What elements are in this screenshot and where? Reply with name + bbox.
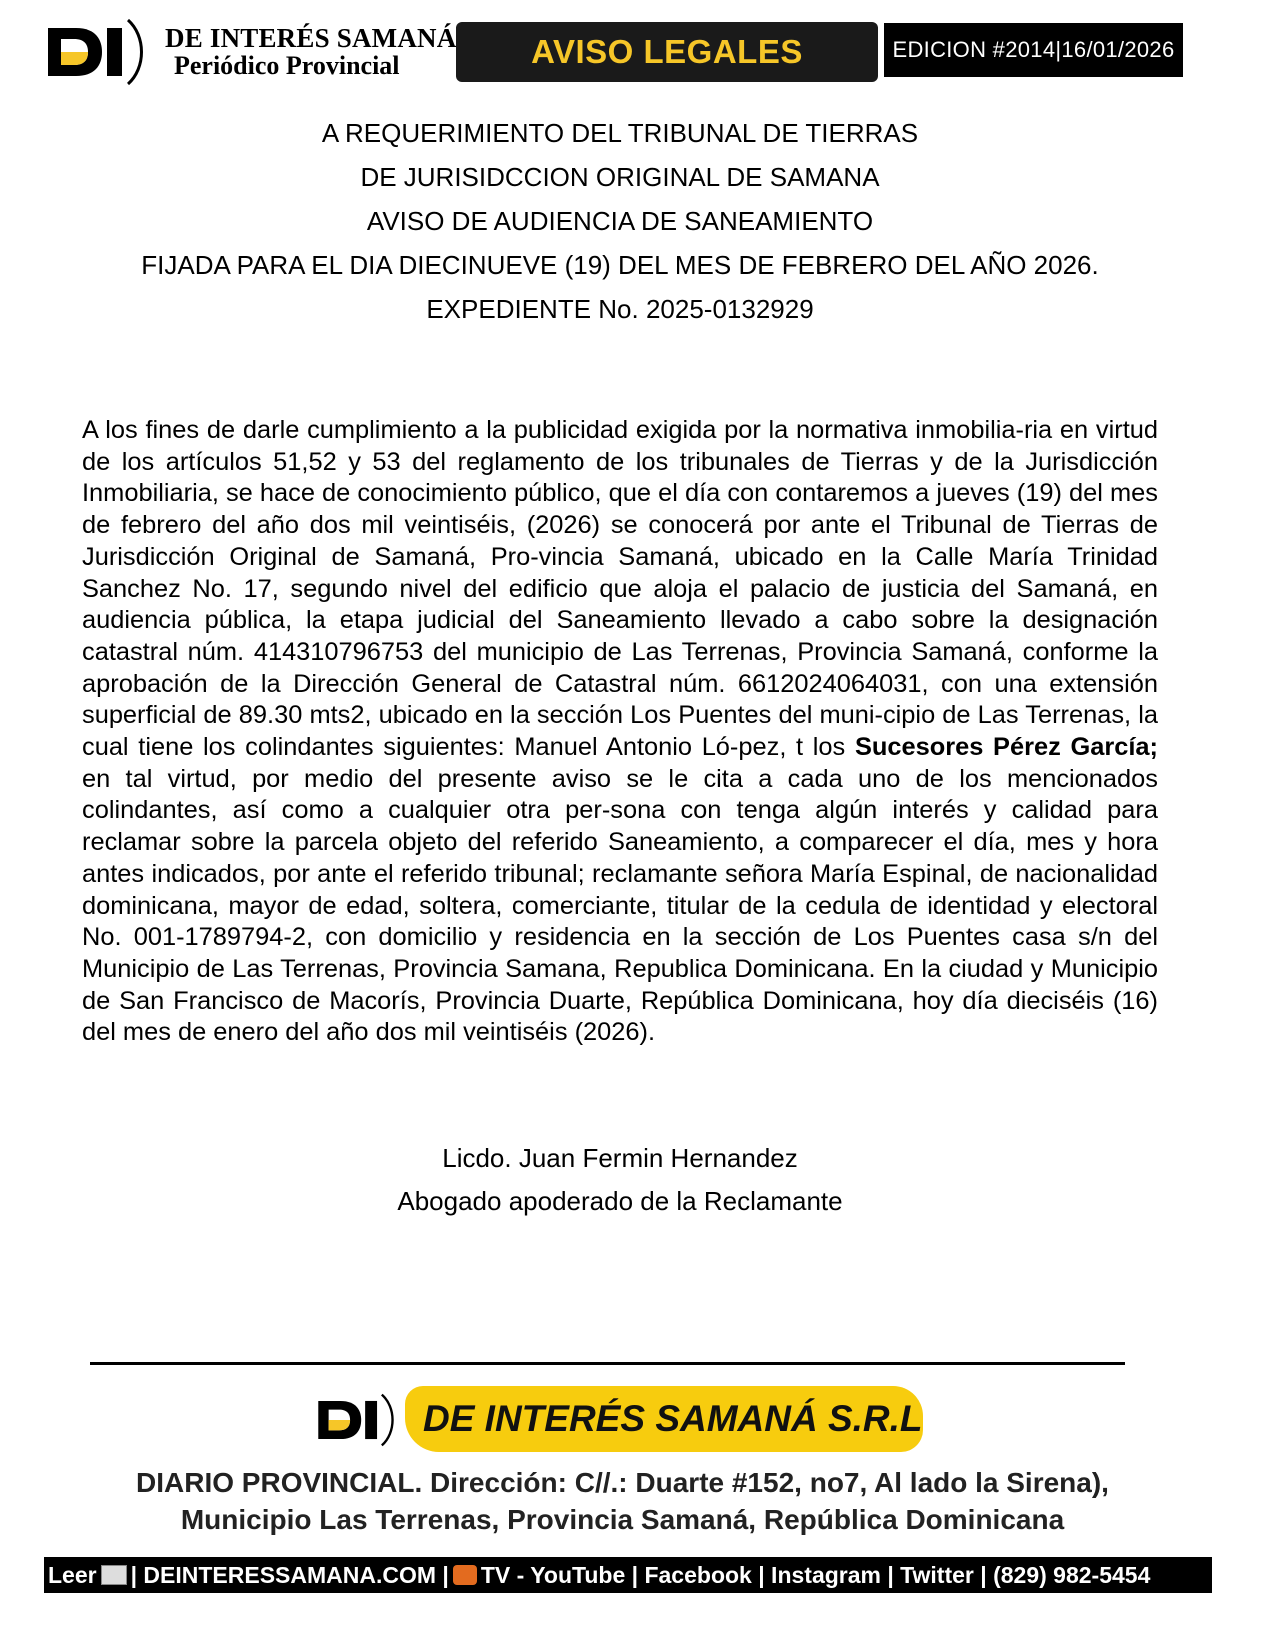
leer-label: Leer xyxy=(48,1561,97,1588)
signature-role: Abogado apoderado de la Reclamante xyxy=(397,1186,843,1216)
masthead-subtitle: Periódico Provincial xyxy=(174,51,400,80)
footer-divider xyxy=(90,1362,1125,1365)
section-banner: AVISO LEGALES xyxy=(456,22,878,82)
body-text-part-1: A los fines de darle cumplimiento a la publicidad exigida por la normativa inmobilia-ria en virtud de los artículos 51,52 y 53 del reglamento de los tribunales de Tierras y de la Jurisdicción Inmobiliaria, se hace de conocimiento público, que el día con contaremos a jueves (19) del mes de febrero del año dos mil veintiséis, (2026) se conocerá por ante el Tribunal de Tierras de Jurisdicción Original de Samaná, Pro-vincia Samaná, ubicado en la Calle María Trinidad Sanchez No. 17, segundo nivel del edificio que aloja el palacio de justicia del Samaná, en audiencia pública, la etapa judicial del Saneamiento llevado a cabo sobre la designación catastral núm. 414310796753 del municipio de Las Terrenas, Provincia Samaná, conforme la aprobación de la Dirección General de Catastral núm. 6612024064031, con una extensión superficial de 89.30 mts2, ubicado en la sección Los Puentes del muni-cipio de Las Terrenas, la cual tiene los colindantes siguientes: Manuel Antonio Ló-pez, t los xyxy=(82,416,1158,762)
masthead-name xyxy=(165,24,456,80)
title-line-1: A REQUERIMIENTO DEL TRIBUNAL DE TIERRAS xyxy=(321,118,919,148)
footer-logo xyxy=(318,1393,398,1447)
footer-brand: DE INTERÉS SAMANÁ S.R.L xyxy=(405,1386,923,1452)
website-link[interactable]: | DEINTERESSAMANA.COM | xyxy=(130,1561,449,1588)
signature-name: Licdo. Juan Fermin Hernandez xyxy=(442,1143,798,1173)
body-text-part-2: en tal virtud, por medio del presente aviso se le cita a cada uno de los mencionados colindantes, así como a cualquier otra per-sona con tenga algún interés y calidad para reclamar sobre la parcela objeto del referido Saneamiento, a comparecer el día, mes y hora antes indicados, por ante el referido tribunal; reclamante señora María Espinal, de nacionalidad dominicana, mayor de edad, soltera, comerciante, titular de la cedula de identidad y electoral No. 001-1789794-2, con domicilio y residencia en la sección de Los Puentes casa s/n del Municipio de Las Terrenas, Provincia Samana, Republica Dominicana. En la ciudad y Municipio de San Francisco de Macorís, Provincia Duarte, República Dominicana, hoy día dieciséis (16) del mes de enero del año dos mil veintiséis (2026). xyxy=(82,764,1158,1047)
case-number: EXPEDIENTE No. 2025-0132929 xyxy=(426,294,814,324)
tv-icon xyxy=(453,1565,477,1585)
footer-address xyxy=(60,1464,1185,1538)
body-bold-name: Sucesores Pérez García; xyxy=(854,733,1158,762)
title-line-4: FIJADA PARA EL DIA DIECINUEVE (19) DEL MES DE FEBRERO DEL AÑO 2026. xyxy=(141,250,1099,280)
header-logo xyxy=(48,18,148,86)
address-line-1: DIARIO PROVINCIAL. Dirección: C//.: Duarte #152, no7, Al lado la Sirena), xyxy=(136,1467,1109,1498)
newspaper-icon xyxy=(101,1565,127,1585)
edition-label: EDICION #2014|16/01/2026 xyxy=(884,23,1183,77)
notice-body xyxy=(82,415,1158,1049)
footer-contact-bar xyxy=(44,1557,1212,1593)
masthead-title: DE INTERÉS SAMANÁ xyxy=(165,23,457,53)
title-line-2: DE JURISIDCCION ORIGINAL DE SAMANA xyxy=(360,162,880,192)
title-line-3: AVISO DE AUDIENCIA DE SANEAMIENTO xyxy=(366,206,874,236)
notice-titles xyxy=(80,118,1160,324)
social-links[interactable]: TV - YouTube | Facebook | Instagram | Twitter | (829) 982-5454 xyxy=(480,1561,1151,1588)
address-line-2: Municipio Las Terrenas, Provincia Samaná, República Dominicana xyxy=(180,1504,1065,1535)
